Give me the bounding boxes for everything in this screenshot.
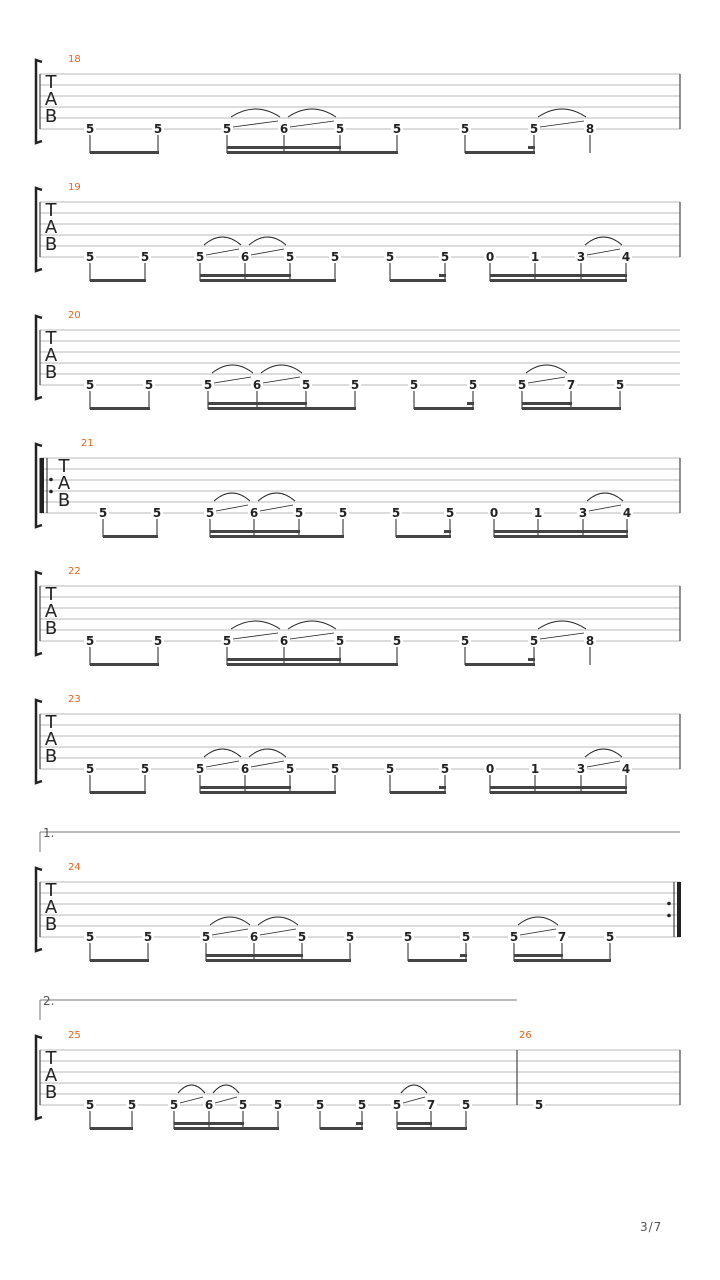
slide-line	[206, 249, 239, 255]
slide-line	[215, 1097, 237, 1103]
beam	[490, 279, 627, 282]
fret-number: 5	[468, 378, 478, 392]
fret-number: 8	[585, 122, 595, 136]
beam	[390, 279, 446, 282]
fret-number: 5	[203, 378, 213, 392]
measure-number: 18	[68, 54, 81, 65]
beam	[90, 151, 159, 154]
fret-number: 7	[557, 930, 567, 944]
tab-clef-letter: B	[44, 914, 58, 935]
fret-number: 5	[385, 250, 395, 264]
slur	[526, 365, 567, 373]
tab-clef-letter: T	[45, 72, 57, 93]
fret-number: 5	[350, 378, 360, 392]
fret-number: 5	[153, 122, 163, 136]
fret-number: 5	[460, 634, 470, 648]
fret-number: 0	[485, 762, 495, 776]
slur	[518, 917, 558, 925]
slide-line	[233, 121, 278, 127]
beam	[90, 791, 146, 794]
fret-number: 5	[85, 930, 95, 944]
fret-number: 5	[201, 930, 211, 944]
beam	[174, 1127, 279, 1130]
repeat-end-thick-bar	[677, 882, 681, 937]
beam	[227, 146, 341, 149]
beam	[522, 407, 621, 410]
beam	[514, 959, 611, 962]
slide-line	[180, 1097, 203, 1103]
fret-number: 5	[195, 250, 205, 264]
repeat-dot	[49, 478, 53, 482]
fret-number: 3	[576, 762, 586, 776]
beam	[206, 959, 351, 962]
slur	[204, 237, 241, 245]
tab-clef-letter: T	[45, 712, 57, 733]
fret-number: 5	[461, 1098, 471, 1112]
tab-clef-letter: B	[44, 362, 58, 383]
tab-system	[36, 826, 681, 962]
beam	[494, 530, 628, 533]
fret-number: 5	[392, 634, 402, 648]
slide-line	[520, 929, 556, 935]
system-bracket	[36, 188, 42, 271]
slide-line	[251, 761, 284, 767]
slide-line	[290, 633, 334, 639]
repeat-dot	[49, 490, 53, 494]
tab-clef-letter: A	[44, 345, 58, 366]
fret-number: 4	[622, 506, 632, 520]
volta-label: 1.	[43, 826, 55, 840]
slur	[288, 109, 336, 117]
fret-number: 5	[294, 506, 304, 520]
tab-clef-letter: T	[45, 328, 57, 349]
repeat-start-thick-bar	[40, 458, 44, 513]
slide-line	[528, 377, 565, 383]
beam-hook	[439, 274, 446, 277]
beam	[90, 1127, 133, 1130]
tab-system	[36, 566, 680, 666]
measure-number: 21	[81, 438, 94, 449]
fret-number: 5	[357, 1098, 367, 1112]
beam	[90, 407, 150, 410]
tab-clef-letter: B	[57, 490, 71, 511]
fret-number: 6	[249, 930, 259, 944]
fret-number: 6	[279, 122, 289, 136]
fret-number: 5	[143, 930, 153, 944]
measure-number: 20	[68, 310, 81, 321]
beam	[210, 535, 344, 538]
beam	[200, 274, 291, 277]
slur	[210, 917, 250, 925]
system-bracket	[36, 60, 42, 143]
slide-line	[214, 377, 251, 383]
beam	[227, 658, 341, 661]
slide-line	[212, 929, 248, 935]
measure-number: 19	[68, 182, 81, 193]
fret-number: 5	[615, 378, 625, 392]
slide-line	[260, 505, 293, 511]
beam	[227, 663, 398, 666]
slur	[587, 493, 623, 501]
fret-number: 6	[279, 634, 289, 648]
fret-number: 5	[440, 762, 450, 776]
slur	[231, 109, 280, 117]
slide-line	[206, 761, 239, 767]
slur	[258, 917, 298, 925]
slur	[585, 237, 622, 245]
tab-clef-letter: T	[45, 200, 57, 221]
slide-line	[587, 761, 620, 767]
fret-number: 5	[152, 506, 162, 520]
beam	[514, 954, 563, 957]
fret-number: 5	[85, 1098, 95, 1112]
fret-number: 5	[392, 1098, 402, 1112]
system-bracket	[36, 700, 42, 783]
tab-clef-letter: B	[44, 106, 58, 127]
tab-system	[36, 54, 680, 154]
fret-number: 5	[403, 930, 413, 944]
fret-number: 0	[485, 250, 495, 264]
fret-number: 8	[585, 634, 595, 648]
fret-number: 6	[240, 250, 250, 264]
slur	[538, 109, 586, 117]
tab-clef-letter: B	[44, 234, 58, 255]
volta-label: 2.	[43, 994, 55, 1008]
system-bracket	[36, 316, 42, 399]
fret-number: 5	[445, 506, 455, 520]
slide-line	[540, 121, 584, 127]
fret-number: 5	[461, 930, 471, 944]
beam-hook	[444, 530, 451, 533]
fret-number: 5	[98, 506, 108, 520]
slur	[231, 621, 280, 629]
slur	[204, 749, 241, 757]
fret-number: 7	[426, 1098, 436, 1112]
slide-line	[251, 249, 284, 255]
fret-number: 5	[140, 250, 150, 264]
fret-number: 3	[578, 506, 588, 520]
fret-number: 5	[85, 122, 95, 136]
beam	[200, 786, 291, 789]
slur	[249, 749, 286, 757]
slur	[212, 365, 253, 373]
beam	[414, 407, 474, 410]
tab-clef-letter: A	[57, 473, 71, 494]
slur	[401, 1085, 427, 1093]
beam	[174, 1122, 244, 1125]
tab-clef-letter: B	[44, 618, 58, 639]
fret-number: 6	[204, 1098, 214, 1112]
tab-system	[36, 182, 680, 282]
fret-number: 5	[169, 1098, 179, 1112]
fret-number: 5	[140, 762, 150, 776]
fret-number: 5	[127, 1098, 137, 1112]
tab-clef-letter: T	[58, 456, 70, 477]
beam	[465, 663, 535, 666]
tab-clef-letter: A	[44, 217, 58, 238]
beam	[408, 959, 467, 962]
beam	[490, 786, 627, 789]
slide-line	[587, 249, 620, 255]
system-bracket	[36, 572, 42, 655]
fret-number: 6	[252, 378, 262, 392]
beam	[490, 274, 627, 277]
beam-hook	[528, 146, 535, 149]
tab-clef-letter: B	[44, 1082, 58, 1103]
fret-number: 4	[621, 762, 631, 776]
tab-system	[36, 994, 680, 1130]
measure-number: 22	[68, 566, 81, 577]
slide-line	[403, 1097, 425, 1103]
slide-line	[216, 505, 248, 511]
fret-number: 1	[530, 762, 540, 776]
beam-hook	[356, 1122, 363, 1125]
fret-number: 5	[335, 122, 345, 136]
fret-number: 5	[345, 930, 355, 944]
beam-hook	[467, 402, 474, 405]
fret-number: 5	[330, 250, 340, 264]
fret-number: 1	[530, 250, 540, 264]
fret-number: 5	[315, 1098, 325, 1112]
fret-number: 5	[335, 634, 345, 648]
slur	[258, 493, 295, 501]
fret-number: 5	[205, 506, 215, 520]
fret-number: 5	[392, 122, 402, 136]
fret-number: 1	[533, 506, 543, 520]
slur	[213, 1085, 239, 1093]
fret-number: 5	[529, 634, 539, 648]
beam	[200, 279, 336, 282]
fret-number: 5	[144, 378, 154, 392]
fret-number: 5	[195, 762, 205, 776]
slide-line	[233, 633, 278, 639]
beam	[208, 402, 307, 405]
beam	[320, 1127, 363, 1130]
beam-hook	[439, 786, 446, 789]
tab-clef-letter: T	[45, 880, 57, 901]
beam	[206, 954, 303, 957]
page-number: 3/7	[640, 1220, 663, 1234]
fret-number: 7	[566, 378, 576, 392]
tab-clef-letter: A	[44, 1065, 58, 1086]
beam	[390, 791, 446, 794]
fret-number: 5	[222, 634, 232, 648]
fret-number: 0	[489, 506, 499, 520]
fret-number: 5	[391, 506, 401, 520]
slide-line	[290, 121, 334, 127]
tab-clef-letter: T	[45, 584, 57, 605]
slide-line	[260, 929, 296, 935]
fret-number: 5	[85, 378, 95, 392]
fret-number: 5	[517, 378, 527, 392]
fret-number: 5	[301, 378, 311, 392]
beam	[103, 535, 158, 538]
beam	[90, 959, 149, 962]
tab-system	[36, 694, 680, 794]
slide-line	[263, 377, 300, 383]
tab-clef-letter: A	[44, 897, 58, 918]
fret-number: 5	[330, 762, 340, 776]
tab-clef-letter: A	[44, 89, 58, 110]
fret-number: 3	[576, 250, 586, 264]
fret-number: 5	[385, 762, 395, 776]
measure-number: 24	[68, 862, 81, 873]
tab-clef-letter: A	[44, 601, 58, 622]
beam	[494, 535, 628, 538]
beam	[490, 791, 627, 794]
fret-number: 5	[85, 762, 95, 776]
slide-line	[540, 633, 584, 639]
system-bracket	[36, 868, 42, 951]
beam-hook	[528, 658, 535, 661]
measure-number: 23	[68, 694, 81, 705]
beam	[227, 151, 398, 154]
beam	[208, 407, 356, 410]
fret-number: 5	[409, 378, 419, 392]
tab-system	[36, 310, 680, 410]
beam	[210, 530, 300, 533]
fret-number: 5	[285, 762, 295, 776]
fret-number: 5	[273, 1098, 283, 1112]
slur	[585, 749, 622, 757]
tab-clef-letter: B	[44, 746, 58, 767]
beam	[522, 402, 572, 405]
slur	[249, 237, 286, 245]
measure-number: 25	[68, 1030, 81, 1041]
fret-number: 5	[153, 634, 163, 648]
fret-number: 5	[460, 122, 470, 136]
beam	[465, 151, 535, 154]
repeat-dot	[667, 914, 671, 918]
tab-clef-letter: T	[45, 1048, 57, 1069]
fret-number: 5	[529, 122, 539, 136]
beam	[396, 535, 451, 538]
slur	[288, 621, 336, 629]
beam-hook	[460, 954, 467, 957]
measure-number: 26	[519, 1030, 532, 1041]
slur	[214, 493, 250, 501]
system-bracket	[36, 1036, 42, 1119]
slur	[178, 1085, 205, 1093]
fret-number: 6	[249, 506, 259, 520]
beam	[90, 663, 159, 666]
fret-number: 5	[238, 1098, 248, 1112]
fret-number: 5	[285, 250, 295, 264]
fret-number: 5	[85, 250, 95, 264]
fret-number: 5	[85, 634, 95, 648]
tab-system	[36, 438, 680, 538]
fret-number: 5	[297, 930, 307, 944]
beam	[397, 1122, 432, 1125]
repeat-dot	[667, 902, 671, 906]
beam	[397, 1127, 467, 1130]
fret-number: 5	[222, 122, 232, 136]
slide-line	[589, 505, 621, 511]
fret-number: 5	[509, 930, 519, 944]
fret-number: 6	[240, 762, 250, 776]
fret-number: 5	[338, 506, 348, 520]
fret-number: 4	[621, 250, 631, 264]
beam	[90, 279, 146, 282]
fret-number: 5	[605, 930, 615, 944]
slur	[538, 621, 586, 629]
tab-clef-letter: A	[44, 729, 58, 750]
fret-number: 5	[534, 1098, 544, 1112]
fret-number: 5	[440, 250, 450, 264]
beam	[200, 791, 336, 794]
slur	[261, 365, 302, 373]
